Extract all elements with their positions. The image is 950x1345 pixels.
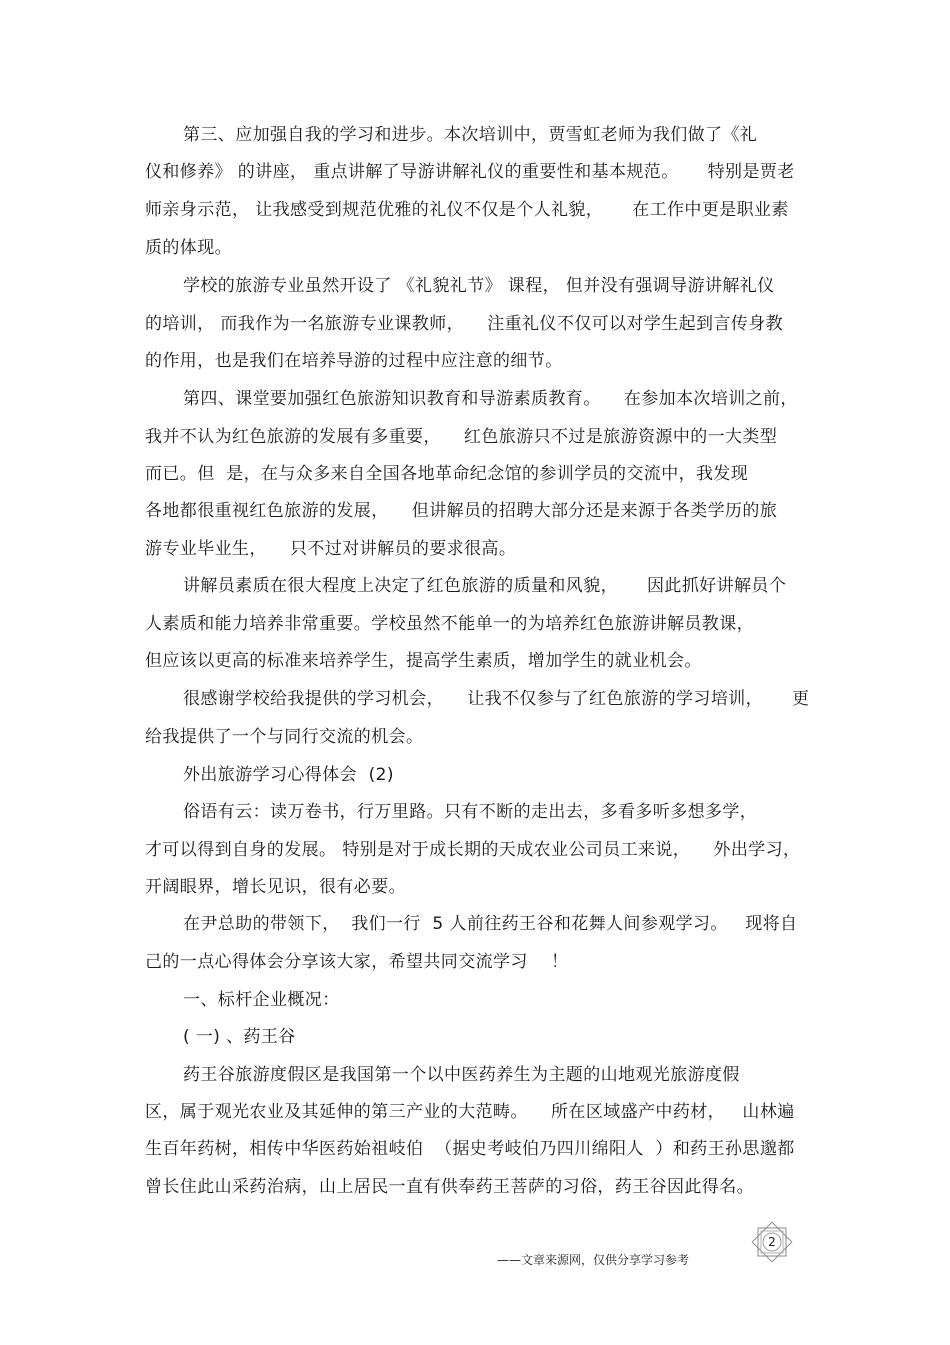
- paragraph-line: 药王谷旅游度假区是我国第一个以中医药养生为主题的山地观光旅游度假: [183, 1065, 740, 1085]
- paragraph-line: 各地都很重视红色旅游的发展， 但讲解员的招聘大部分还是来源于各类学历的旅: [145, 501, 778, 521]
- paragraph-line: 区，属于观光农业及其延伸的第三产业的大范畴。 所在区域盛产中药材， 山林遍: [145, 1102, 795, 1122]
- paragraph-line: 的培训， 而我作为一名旅游专业课教师， 注重礼仪不仅可以对学生起到言传身教: [145, 314, 784, 334]
- page-number: 2: [768, 1235, 776, 1249]
- paragraph-line: 而已。但 是，在与众多来自全国各地革命纪念馆的参训学员的交流中，我发现: [145, 464, 749, 484]
- page-number-badge: [748, 1218, 796, 1266]
- paragraph-line: 俗语有云：读万卷书，行万里路。只有不断的走出去，多看多听多想多学，: [183, 802, 758, 822]
- paragraph-line: 人素质和能力培养非常重要。学校虽然不能单一的为培养红色旅游讲解员教课，: [145, 614, 754, 634]
- paragraph-line: 曾长住此山采药治病，山上居民一直有供奉药王菩萨的习俗，药王谷因此得名。: [145, 1177, 754, 1197]
- paragraph-line: 我并不认为红色旅游的发展有多重要， 红色旅游只不过是旅游资源中的一大类型: [145, 427, 778, 447]
- subsection-heading: 一、标杆企业概况：: [183, 990, 340, 1010]
- paragraph-line: 讲解员素质在很大程度上决定了红色旅游的质量和风貌， 因此抓好讲解员个: [183, 576, 787, 596]
- paragraph-line: 师亲身示范， 让我感受到规范优雅的礼仪不仅是个人礼貌， 在工作中更是职业素: [145, 200, 789, 220]
- paragraph-line: 生百年药树，相传中华医药始祖岐伯 （据史考岐伯乃四川绵阳人 ）和药王孙思邈都: [145, 1139, 795, 1159]
- paragraph-line: 的作用，也是我们在培养导游的过程中应注意的细节。: [145, 351, 563, 371]
- paragraph-line: 开阔眼界，增长见识，很有必要。: [145, 877, 406, 897]
- paragraph-line: 才可以得到自身的发展。 特别是对于成长期的天成农业公司员工来说， 外出学习，: [145, 840, 801, 860]
- paragraph-line: 在尹总助的带领下， 我们一行 5 人前往药王谷和花舞人间参观学习。 现将自: [183, 914, 798, 934]
- paragraph-line: 给我提供了一个与同行交流的机会。: [145, 727, 424, 747]
- paragraph-line: 己的一点心得体会分享该大家，希望共同交流学习 ！: [145, 952, 569, 972]
- paragraph-line: 很感谢学校给我提供的学习机会， 让我不仅参与了红色旅游的学习培训， 更: [183, 689, 810, 709]
- paragraph-line: 但应该以更高的标准来培养学生，提高学生素质，增加学生的就业机会。: [145, 651, 702, 671]
- footer-source-note: ——文章来源网，仅供分享学习参考: [497, 1253, 690, 1267]
- paragraph-line: 第四、课堂要加强红色旅游知识教育和导游素质教育。 在参加本次培训之前，: [183, 389, 798, 409]
- paragraph-line: 仪和修养》 的讲座， 重点讲解了导游讲解礼仪的重要性和基本规范。 特别是贾老: [145, 162, 795, 182]
- subsection-heading: ( 一) 、药王谷: [183, 1027, 296, 1047]
- paragraph-line: 学校的旅游专业虽然开设了 《礼貌礼节》 课程， 但并没有强调导游讲解礼仪: [183, 276, 775, 296]
- section-title: 外出旅游学习心得体会 (2): [183, 765, 394, 785]
- paragraph-line: 质的体现。: [145, 238, 232, 258]
- paragraph-line: 第三、应加强自我的学习和进步。本次培训中，贾雪虹老师为我们做了《礼: [183, 125, 758, 145]
- paragraph-line: 游专业毕业生， 只不过对讲解员的要求很高。: [145, 539, 517, 559]
